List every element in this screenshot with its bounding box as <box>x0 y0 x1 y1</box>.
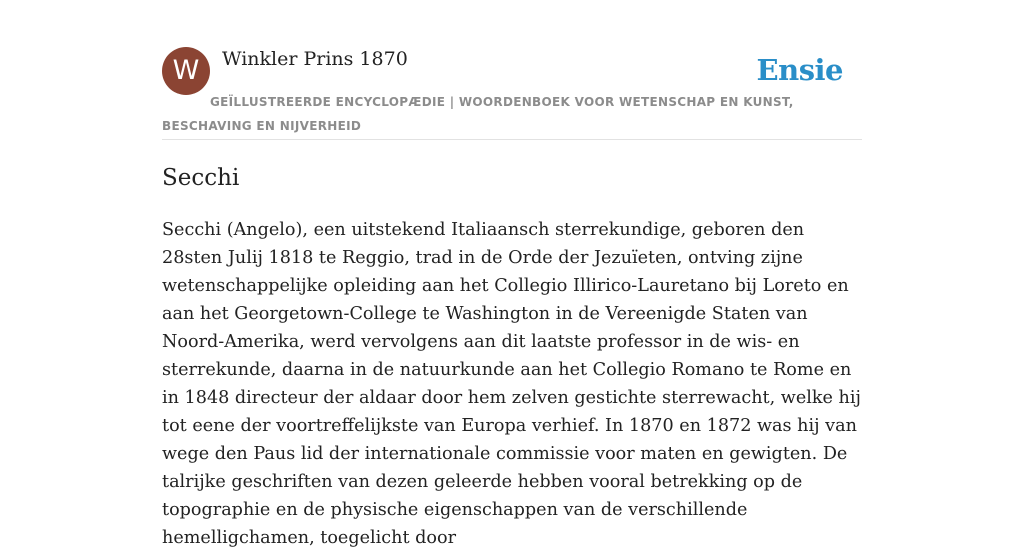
source-avatar[interactable]: W <box>162 47 210 95</box>
source-subtitle: GEÏLLUSTREERDE ENCYCLOPÆDIE | WOORDENBOEK VOOR WETENSCHAP EN KUNST, BESCHAVING EN NIJVERHEID <box>162 95 794 133</box>
source-header <box>162 46 862 140</box>
entry-title: Secchi <box>162 165 240 191</box>
header-divider <box>162 139 862 140</box>
entry-body: Secchi (Angelo), een uitstekend Italiaansch sterrekundige, geboren den 28sten Julij 1818 te Reggio, trad in de Orde der Jezuïeten, ontving zijne wetenschappelijke opleiding aan het Collegio Illirico-Lauretano bij Loreto en aan het Georgetown-College te Washington in de Vereenigde Staten van Noord-Amerika, werd vervolgens aan dit laatste professor in de wis- en sterrekunde, daarna in de natuurkunde aan het Collegio Romano te Rome en in 1848 directeur der aldaar door hem zelven gestichte sterrewacht, welke hij tot eene der voortreffelijkste van Europa verhief. In 1870 en 1872 was hij van wege den Paus lid der internationale commissie voor maten en gewigten. De talrijke geschriften van dezen geleerde hebben vooral betrekking op de topographie en de physische eigenschappen van de verschillende hemelligchamen, toegelicht door <box>162 220 861 548</box>
source-title[interactable]: Winkler Prins 1870 <box>222 48 408 70</box>
brand-logo[interactable]: Ensie <box>756 53 843 87</box>
